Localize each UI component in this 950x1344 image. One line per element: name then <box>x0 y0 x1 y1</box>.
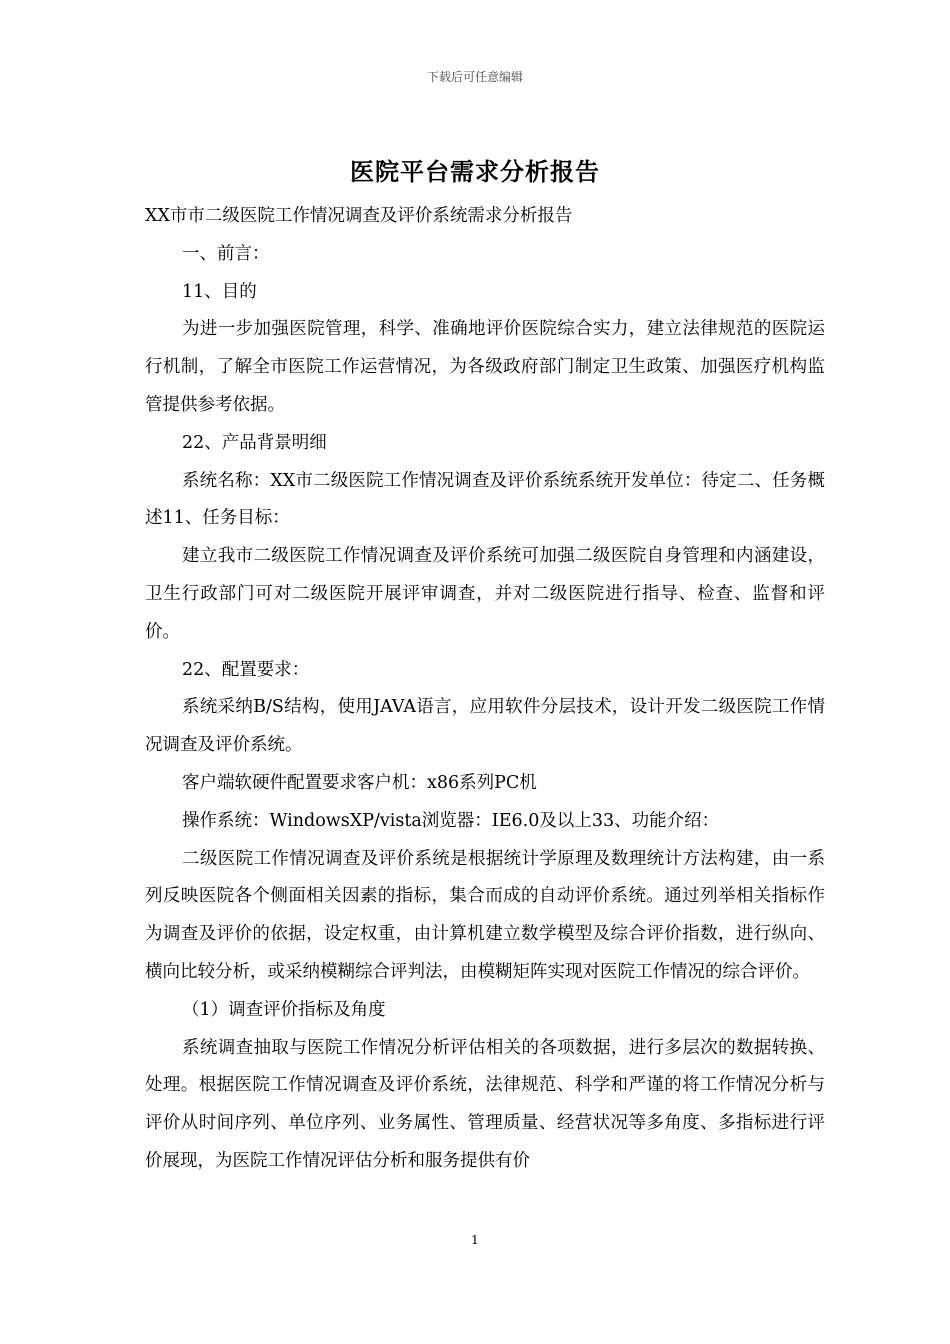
paragraph: （1）调查评价指标及角度 <box>182 999 386 1020</box>
paragraph: 11、目的 <box>182 281 257 302</box>
paragraph: 22、产品背景明细 <box>182 432 327 453</box>
paragraph: XX市市二级医院工作情况调查及评价系统需求分析报告 <box>145 206 573 226</box>
document-body <box>145 198 825 1181</box>
paragraph: 系统采纳B/S结构，使用JAVA语言，应用软件分层技术，设计开发二级医院工作情况调查及评价系统。 <box>145 697 825 756</box>
paragraph: 二级医院工作情况调查及评价系统是根据统计学原理及数理统计方法构建，由一系列反映医院各个侧面相关因素的指标，集合而成的自动评价系统。通过列举相关指标作为调查及评价的依据，设定权重，由计算机建立数学模型及综合评价指数，进行纵向、横向比较分析，或采纳模糊综合评判法，由模糊矩阵实现对医院工作情况的综合评价。 <box>145 848 825 982</box>
paragraph: 系统调查抽取与医院工作情况分析评估相关的各项数据，进行多层次的数据转换、处理。根据医院工作情况调查及评价系统，法律规范、科学和严谨的将工作情况分析与评价从时间序列、单位序列、业务属性、管理质量、经营状况等多角度、多指标进行评价展现，为医院工作情况评估分析和服务提供有价 <box>145 1037 825 1171</box>
paragraph: 为进一步加强医院管理，科学、准确地评价医院综合实力，建立法律规范的医院运行机制，了解全市医院工作运营情况，为各级政府部门制定卫生政策、加强医疗机构监管提供参考依据。 <box>145 319 825 415</box>
paragraph: 操作系统：WindowsXP/vista浏览器：IE6.0及以上33、功能介绍： <box>182 810 720 831</box>
paragraph: 建立我市二级医院工作情况调查及评价系统可加强二级医院自身管理和内涵建设，卫生行政部门可对二级医院开展评审调查，并对二级医院进行指导、检查、监督和评价。 <box>145 546 825 642</box>
paragraph: 系统名称：XX市二级医院工作情况调查及评价系统系统开发单位：待定二、任务概述11、任务目标： <box>145 470 825 529</box>
header-note: 下载后可任意编辑 <box>426 70 523 84</box>
page-number: 1 <box>471 1233 479 1247</box>
paragraph: 一、前言： <box>182 243 270 264</box>
paragraph: 22、配置要求： <box>182 659 310 680</box>
paragraph: 客户端软硬件配置要求客户机：x86系列PC机 <box>182 772 537 793</box>
page-title: 医院平台需求分析报告 <box>350 157 600 186</box>
